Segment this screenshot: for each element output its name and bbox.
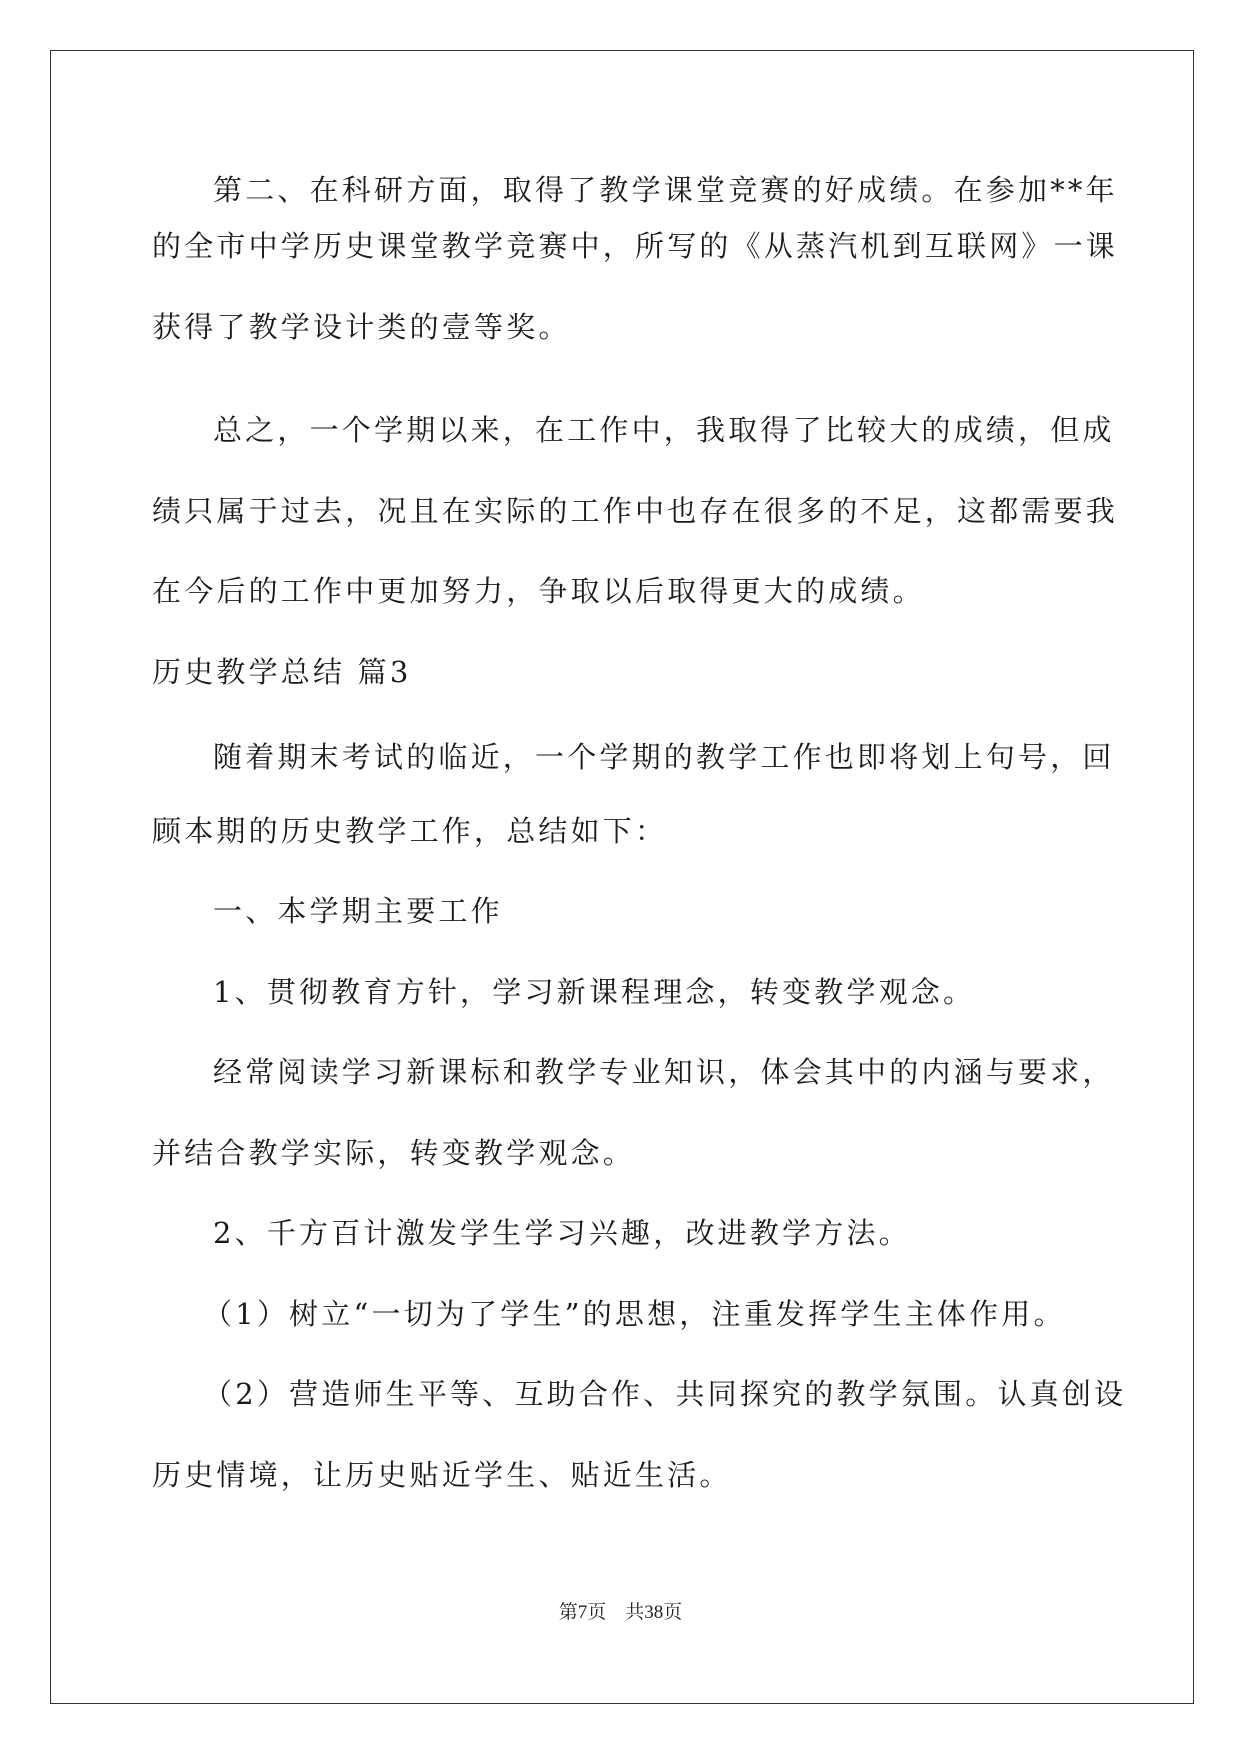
paragraph-line: 在今后的工作中更加努力，争取以后取得更大的成绩。 xyxy=(152,574,925,608)
paragraph-line: 第二、在科研方面，取得了教学课堂竞赛的好成绩。在参加**年 xyxy=(213,173,1118,207)
page-border xyxy=(50,50,1194,1704)
paragraph-line: 并结合教学实际，转变教学观念。 xyxy=(152,1136,636,1170)
paragraph-line: 随着期末考试的临近，一个学期的教学工作也即将划上句号，回 xyxy=(213,740,1115,774)
list-item: 2、千方百计激发学生学习兴趣，改进教学方法。 xyxy=(213,1216,911,1250)
paragraph-line: 绩只属于过去，况且在实际的工作中也存在很多的不足，这都需要我 xyxy=(152,494,1119,528)
paragraph-line: 的全市中学历史课堂教学竞赛中，所写的《从蒸汽机到互联网》一课 xyxy=(152,229,1119,263)
list-item: 1、贯彻教育方针，学习新课程理念，转变教学观念。 xyxy=(213,975,976,1009)
paragraph-line: 顾本期的历史教学工作，总结如下： xyxy=(152,814,668,848)
page-footer xyxy=(0,1597,1241,1624)
section-heading: 历史教学总结 篇3 xyxy=(152,655,412,689)
paragraph-line: 获得了教学设计类的壹等奖。 xyxy=(152,310,571,344)
list-item: （1）树立“一切为了学生”的思想，注重发挥学生主体作用。 xyxy=(203,1297,1066,1331)
paragraph-line: 经常阅读学习新课标和教学专业知识，体会其中的内涵与要求， xyxy=(213,1055,1115,1089)
page-number: 第7页 xyxy=(558,1602,607,1623)
paragraph-line: 总之，一个学期以来，在工作中，我取得了比较大的成绩，但成 xyxy=(213,413,1115,447)
paragraph-line: （2）营造师生平等、互助合作、共同探究的教学氛围。认真创设 xyxy=(203,1377,1127,1411)
paragraph-line: 历史情境，让历史贴近学生、贴近生活。 xyxy=(152,1458,732,1492)
page-total: 共38页 xyxy=(625,1602,683,1623)
subheading: 一、本学期主要工作 xyxy=(213,894,503,928)
